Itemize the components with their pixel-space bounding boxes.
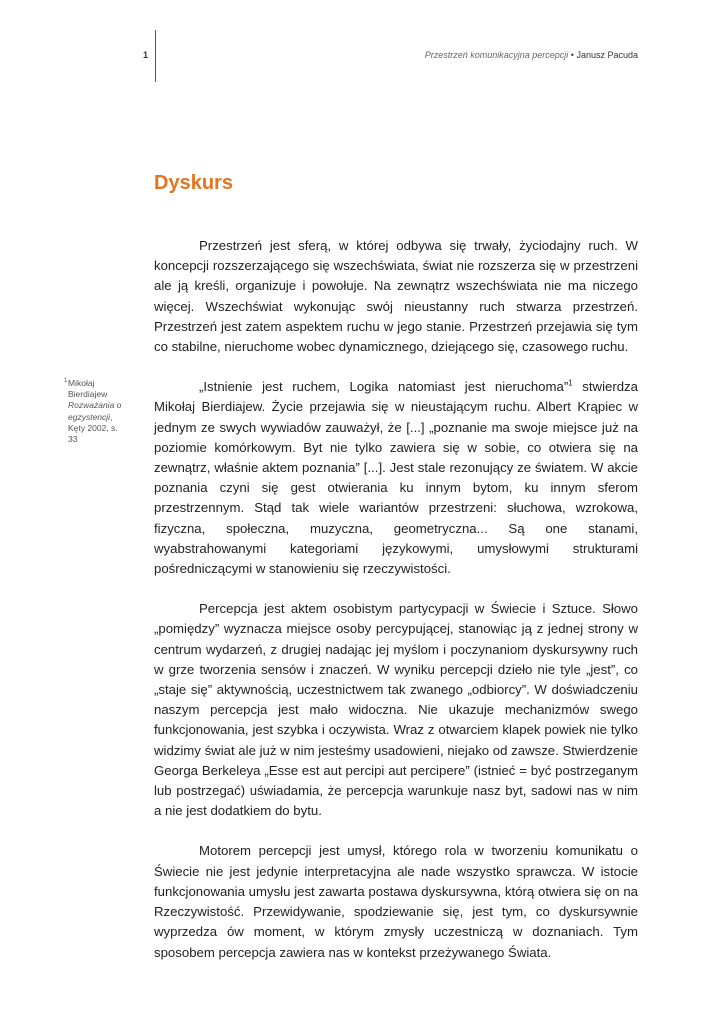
footnote-reference: 1 <box>568 378 573 388</box>
page-number: 1 <box>143 50 149 60</box>
paragraph-text: stwierdza Mikołaj Bierdiajew. Życie przejawia się w nieustającym ruchu. Albert Krąpiec w jednym ze swych wywiadów zauważył, że [...] „poznanie ma swoje miejsce już na poziomie komórkowym. Byt nie tylko zawiera się w sobie, co otwiera się na zewnątrz, właśnie aktem poznania” [...]. Jest stale rezonujący ze światem. W akcie poznania czyni się gest otwierania ku innym bytom, ku innym sferom przestrzennym. Stąd tak wiele wariantów przestrzeni: słuchowa, wzrokowa, fizyczna, społeczna, muzyczna, geometryczna... Są one stanami, wyabstrahowanymi kategoriami językowymi, umysłowymi strukturami pośredniczącymi w stanowieniu się rzeczywistości. <box>154 379 638 577</box>
footnote-marker: 1 <box>64 378 68 384</box>
header-divider <box>155 30 156 82</box>
running-header-title: Przestrzeń komunikacyjna percepcji <box>424 50 569 60</box>
footnote <box>64 378 128 445</box>
running-header-separator: • <box>570 50 574 60</box>
paragraph-text: „Istnienie jest ruchem, Logika natomiast jest nieruchoma” <box>199 379 569 395</box>
footnote-details: , Kęty 2002, s. 33 <box>68 411 118 445</box>
paragraph: Przestrzeń jest sferą, w której odbywa się trwały, życiodajny ruch. W koncepcji rozszerzającego się wszechświata, świat nie rozszerza się w przestrzeni ale ją kreśli, organizuje i powołuje. Na zewnątrz wszechświata nie ma niczego więcej. Wszechświat wykonując swój nieustanny ruch stwarza przestrzeń. Przestrzeń jest zatem aspektem ruchu w jego stanie. Przestrzeń przejawia się tym co stabilne, nieruchome wobec dynamicznego, dziejącego się, czasowego ruchu. <box>154 238 638 355</box>
paragraph: Percepcja jest aktem osobistym partycypacji w Świecie i Sztuce. Słowo „pomiędzy” wyznacza miejsce osoby percypującej, stanowiąc ją z jednej strony w centrum wydarzeń, z drugiej nadając jej myślom i poczynaniom dyskursywny ruch w grze tworzenia sensów i znaczeń. W wyniku percepcji dzieło nie tyle „jest”, co „staje się” aktywnością, uczestnictwem tak zwanego „odbiorcy”. W doświadczeniu naszym percepcja jest mało widoczna. Nie ukazuje mechanizmów swego funkcjonowania, jest szybka i oczywista. Wraz z otwarciem klapek powiek nie tylko widzimy świat ale już w nim jesteśmy usadowieni, niejako od zawsze. Stwierdzenie Georga Berkeleya „Esse est aut percipi aut percipere” (istnieć = być postrzeganym lub postrzegać) uświadamia, że percepcja warunkuje nasz byt, sadowi nas w nim a nie jest dodatkiem do bytu. <box>154 601 638 819</box>
footnote-source-title: Rozważania o egzystencji <box>68 400 122 422</box>
section-title: Dyskurs <box>154 172 233 194</box>
running-header <box>425 50 638 60</box>
body-text <box>154 236 638 983</box>
paragraph <box>154 377 638 579</box>
footnote-author: Mikołaj Bierdiajew <box>68 378 108 400</box>
paragraph: Motorem percepcji jest umysł, którego rola w tworzeniu komunikatu o Świecie nie jest jedynie interpretacyjna ale nade wszystko sprawcza. W istocie funkcjonowania umysłu jest zawarta postawa dyskursywna, którą otwiera się on na Rzeczywistość. Przewidywanie, spodziewanie się, jest tym, co dyskursywnie wyprzedza ów moment, w którym zmysły uczestniczą w doznaniach. Tym sposobem percepcja zawiera nas w kontekst przeżywanego Świata. <box>154 843 638 960</box>
running-header-author: Janusz Pacuda <box>576 50 638 60</box>
